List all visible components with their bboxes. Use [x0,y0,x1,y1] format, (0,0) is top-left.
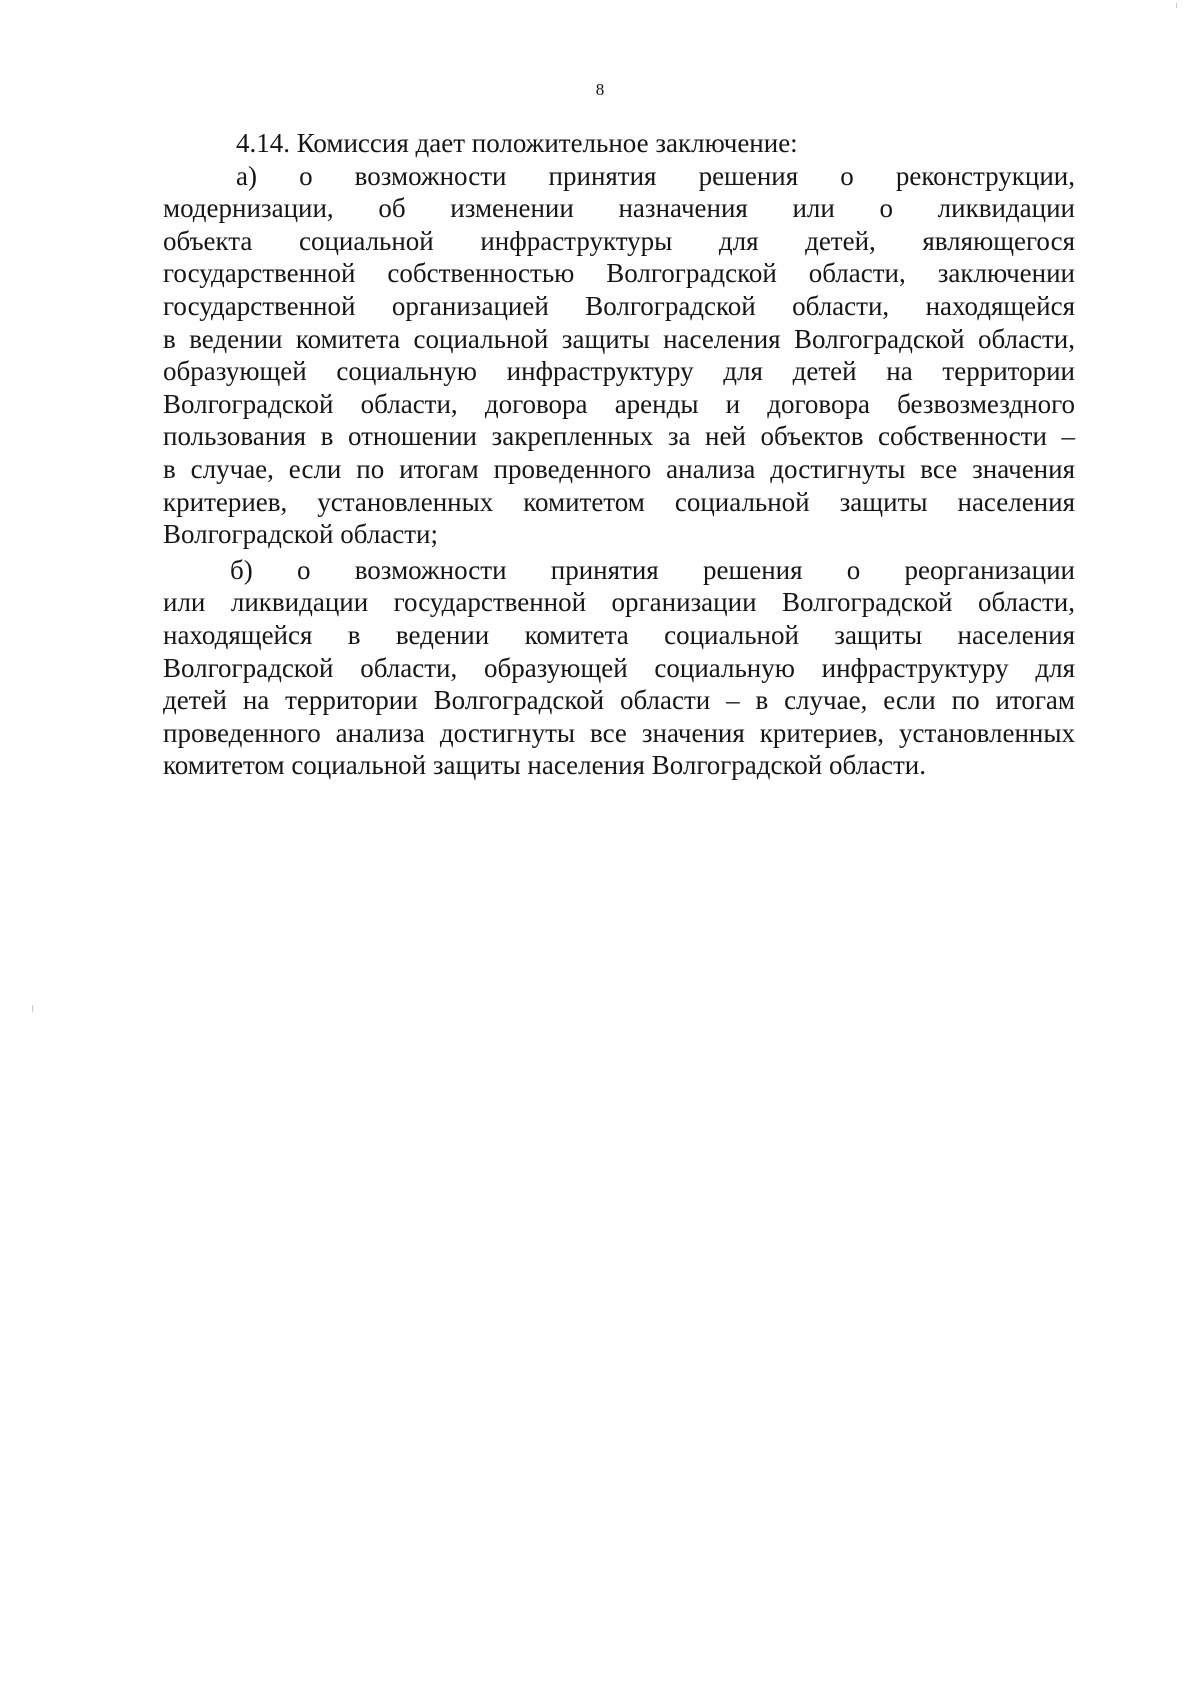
paragraph-line: находящейся в ведении комитета социальной защиты населения [163,619,1075,650]
section-heading: 4.14. Комиссия дает положительное заключение: [236,128,798,158]
paragraph-line: пользования в отношении закрепленных за ней объектов собственности – [163,421,1075,452]
paragraph-line: или ликвидации государственной организации Волгоградской области, [163,587,1075,618]
paragraph-line: критериев, установленных комитетом социальной защиты населения [163,486,1075,517]
paragraph-line: модернизации, об изменении назначения или о ликвидации [163,193,1075,224]
paragraph-line: а) о возможности принятия решения о реконструкции, [236,160,1075,191]
paragraph-line: объекта социальной инфраструктуры для детей, являющегося [163,225,1075,256]
scan-mark [1176,3,1177,8]
paragraph-line: образующей социальную инфраструктуру для детей на территории [163,356,1075,387]
document-body [163,127,1075,782]
scan-mark [32,1005,33,1012]
paragraph-line: Волгоградской области; [163,519,439,550]
paragraph-line: в случае, если по итогам проведенного анализа достигнуты все значения [163,453,1075,484]
paragraph-a [163,160,1075,551]
paragraph-line: проведенного анализа достигнуты все значения критериев, установленных [163,717,1075,748]
paragraph-line: государственной собственностью Волгоградской области, заключении [163,258,1075,289]
page-number: 8 [595,80,605,99]
paragraph-line: б) о возможности принятия решения о реорганизации [230,554,1075,585]
paragraph-line: в ведении комитета социальной защиты населения Волгоградской области, [163,323,1075,354]
paragraph-line: государственной организацией Волгоградской области, находящейся [163,290,1075,321]
paragraph-line: детей на территории Волгоградской области – в случае, если по итогам [163,685,1075,716]
paragraph-line: комитетом социальной защиты населения Волгоградской области. [163,750,926,781]
paragraph-line: Волгоградской области, договора аренды и договора безвозмездного [163,388,1075,419]
paragraph-b [163,554,1075,782]
paragraph-line: Волгоградской области, образующей социальную инфраструктуру для [163,652,1075,683]
